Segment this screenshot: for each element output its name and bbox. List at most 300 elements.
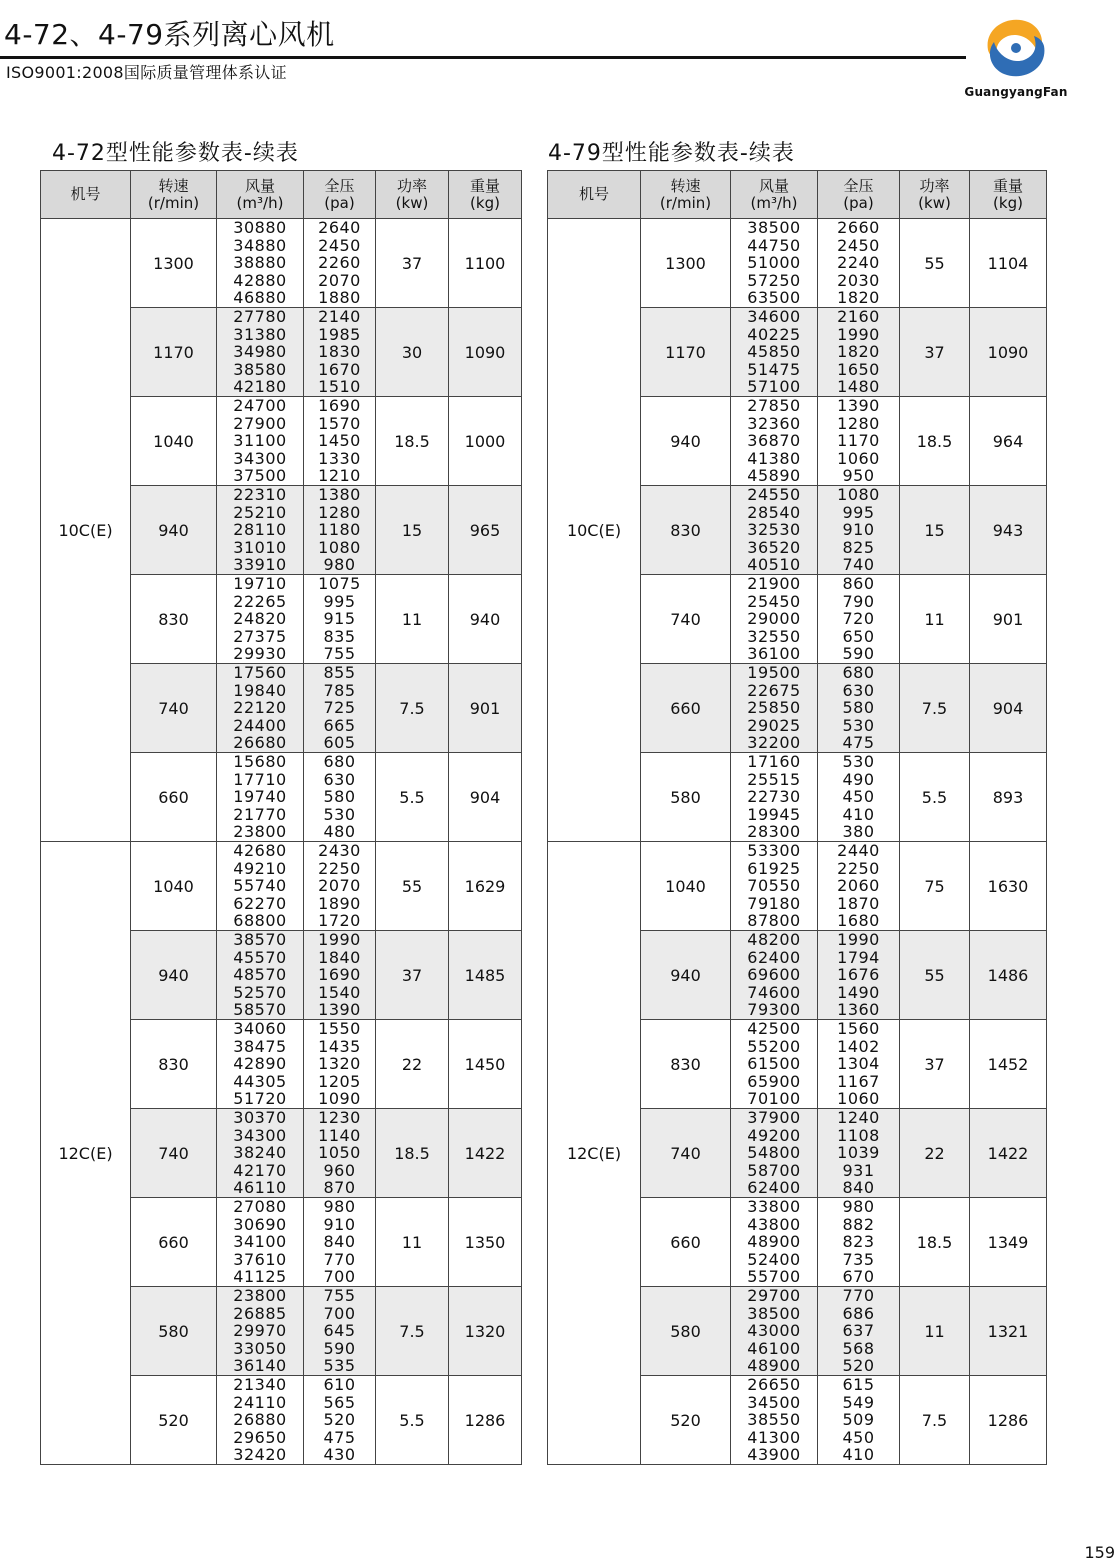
pressure-cell-value: 410 [842,804,875,824]
table-header [548,171,1047,219]
flow-cell [217,931,304,1020]
flow-cell-value: 32360 [747,413,801,433]
speed-cell: 1040 [131,397,217,486]
pressure-cell-value: 1830 [318,342,361,362]
pressure-cell-value: 1360 [837,1000,880,1020]
flow-cell [731,486,818,575]
pressure-cell-value: 1435 [318,1036,361,1056]
flow-cell-value: 57250 [747,270,801,290]
model-cell: 12C(E) [548,842,641,1465]
flow-cell-value: 38580 [233,359,287,379]
pressure-cell-value: 1880 [318,288,361,308]
speed-cell: 940 [641,397,731,486]
pressure-cell-value: 2030 [837,270,880,290]
column-header [548,171,641,219]
flow-cell [217,1198,304,1287]
page-number: 159 [1084,1543,1115,1562]
pressure-cell-value: 2070 [318,876,361,896]
pressure-cell [304,753,376,842]
pressure-cell-value: 430 [323,1445,356,1465]
flow-cell [731,664,818,753]
column-header-unit: (kw) [918,193,951,212]
pressure-cell-value: 410 [842,1445,875,1465]
weight-cell: 893 [970,753,1047,842]
flow-cell-value: 69600 [747,965,801,985]
flow-cell-value: 62400 [747,947,801,967]
speed-cell: 660 [131,1198,217,1287]
pressure-cell-value: 380 [842,822,875,842]
pressure-cell-value: 1304 [837,1054,880,1074]
pressure-cell [304,1109,376,1198]
flow-cell-value: 34600 [747,307,801,327]
speed-cell: 830 [641,1020,731,1109]
flow-cell-value: 38475 [233,1036,287,1056]
pressure-cell [304,219,376,308]
pressure-cell [818,1198,900,1287]
pressure-cell-value: 1690 [318,396,361,416]
flow-cell-value: 70100 [747,1089,801,1109]
pressure-cell-value: 650 [842,626,875,646]
pressure-cell-value: 1080 [318,537,361,557]
flow-cell-value: 29650 [233,1427,287,1447]
pressure-cell [304,931,376,1020]
flow-cell [731,575,818,664]
speed-cell: 830 [131,575,217,664]
flow-cell [217,486,304,575]
flow-cell [217,1287,304,1376]
pressure-cell-value: 645 [323,1321,356,1341]
flow-cell-value: 41125 [233,1267,287,1287]
column-header-label: 风量 [244,176,275,195]
flow-cell-value: 55740 [233,876,287,896]
column-header [900,171,970,219]
pressure-cell [818,486,900,575]
pressure-cell-value: 770 [842,1286,875,1306]
flow-cell-value: 38550 [747,1410,801,1430]
pressure-cell-value: 637 [842,1321,875,1341]
power-cell: 7.5 [900,1376,970,1465]
flow-cell-value: 26680 [233,733,287,753]
pressure-cell-value: 1480 [837,377,880,397]
pressure-cell-value: 1205 [318,1071,361,1091]
guangyang-swirl-logo-icon [976,12,1056,84]
flow-cell-value: 44750 [747,235,801,255]
flow-cell-value: 68800 [233,911,287,931]
power-cell: 7.5 [900,664,970,753]
power-cell: 55 [900,931,970,1020]
flow-cell [217,664,304,753]
power-cell: 37 [376,219,449,308]
power-cell: 30 [376,308,449,397]
flow-cell-value: 22120 [233,698,287,718]
power-cell: 11 [376,575,449,664]
column-header-label: 转速 [158,176,189,195]
pressure-cell-value: 2070 [318,270,361,290]
weight-cell: 1629 [449,842,522,931]
column-header [731,171,818,219]
flow-cell-value: 41380 [747,448,801,468]
pressure-cell-value: 590 [842,644,875,664]
pressure-cell [818,308,900,397]
flow-cell-value: 24820 [233,609,287,629]
speed-cell: 1300 [131,219,217,308]
flow-cell-value: 34300 [233,1125,287,1145]
flow-cell-value: 31010 [233,537,287,557]
flow-cell-value: 38570 [233,930,287,950]
pressure-cell-value: 590 [323,1338,356,1358]
flow-cell [731,842,818,931]
pressure-cell-value: 1490 [837,982,880,1002]
pressure-cell-value: 1060 [837,1089,880,1109]
weight-cell: 1321 [970,1287,1047,1376]
speed-cell: 740 [131,1109,217,1198]
pressure-cell-value: 915 [323,609,356,629]
speed-cell: 1040 [131,842,217,931]
flow-cell-value: 32550 [747,626,801,646]
table-header [41,171,522,219]
pressure-cell-value: 1990 [318,930,361,950]
flow-cell [731,1109,818,1198]
pressure-cell-value: 630 [323,769,356,789]
weight-cell: 940 [449,575,522,664]
flow-cell-value: 25210 [233,502,287,522]
flow-cell-value: 33910 [233,555,287,575]
power-cell: 5.5 [376,753,449,842]
pressure-cell [304,664,376,753]
pressure-cell-value: 785 [323,680,356,700]
pressure-cell-value: 2440 [837,841,880,861]
flow-cell-value: 57100 [747,377,801,397]
flow-cell-value: 45570 [233,947,287,967]
pressure-cell-value: 1280 [318,502,361,522]
flow-cell-value: 25850 [747,698,801,718]
flow-cell-value: 30690 [233,1214,287,1234]
flow-cell-value: 32420 [233,1445,287,1465]
pressure-cell [304,1287,376,1376]
weight-cell: 1450 [449,1020,522,1109]
flow-cell-value: 49210 [233,858,287,878]
flow-cell-value: 29000 [747,609,801,629]
weight-cell: 965 [449,486,522,575]
column-header-label: 功率 [919,176,950,195]
pressure-cell-value: 1390 [318,1000,361,1020]
flow-cell-value: 27375 [233,626,287,646]
power-cell: 18.5 [900,397,970,486]
flow-cell-value: 19840 [233,680,287,700]
speed-cell: 580 [131,1287,217,1376]
power-cell: 37 [376,931,449,1020]
pressure-cell-value: 1870 [837,893,880,913]
model-cell: 10C(E) [548,219,641,842]
flow-cell [731,308,818,397]
header-row [548,171,1047,219]
pressure-cell-value: 1690 [318,965,361,985]
flow-cell-value: 42170 [233,1160,287,1180]
pressure-cell-value: 565 [323,1392,356,1412]
pressure-cell-value: 740 [842,555,875,575]
pressure-cell-value: 910 [323,1214,356,1234]
pressure-cell-value: 1820 [837,342,880,362]
flow-cell-value: 42890 [233,1054,287,1074]
pressure-cell-value: 790 [842,591,875,611]
pressure-cell-value: 535 [323,1356,356,1376]
speed-cell: 830 [641,486,731,575]
weight-cell: 1090 [449,308,522,397]
pressure-cell-value: 995 [323,591,356,611]
pressure-cell-value: 2450 [318,235,361,255]
pressure-cell [818,219,900,308]
flow-cell-value: 45850 [747,342,801,362]
power-cell: 18.5 [376,397,449,486]
weight-cell: 1286 [449,1376,522,1465]
table-row [548,219,1047,308]
flow-cell-value: 32530 [747,520,801,540]
pressure-cell-value: 686 [842,1303,875,1323]
speed-cell: 940 [131,486,217,575]
flow-cell-value: 38500 [747,218,801,238]
weight-cell: 1422 [970,1109,1047,1198]
weight-cell: 1486 [970,931,1047,1020]
speed-cell: 580 [641,753,731,842]
pressure-cell-value: 1985 [318,324,361,344]
speed-cell: 740 [641,1109,731,1198]
pressure-cell-value: 2160 [837,307,880,327]
flow-cell-value: 51000 [747,253,801,273]
column-header [818,171,900,219]
column-header-unit: (kg) [993,193,1023,212]
column-header-unit: (pa) [324,193,355,212]
flow-cell-value: 28110 [233,520,287,540]
column-header-unit: (kg) [470,193,500,212]
table-body [41,219,522,1465]
certification-subtitle: ISO9001:2008国际质量管理体系认证 [6,63,287,82]
flow-cell-value: 61500 [747,1054,801,1074]
flow-cell-value: 26650 [747,1375,801,1395]
flow-cell-value: 46100 [747,1338,801,1358]
flow-cell-value: 37610 [233,1249,287,1269]
pressure-cell [818,931,900,1020]
flow-cell [731,1198,818,1287]
pressure-cell-value: 2250 [837,858,880,878]
pressure-cell-value: 2450 [837,235,880,255]
weight-cell: 904 [970,664,1047,753]
column-header-label: 风量 [758,176,789,195]
flow-cell-value: 27900 [233,413,287,433]
flow-cell-value: 65900 [747,1071,801,1091]
pressure-cell-value: 1650 [837,359,880,379]
power-cell: 18.5 [376,1109,449,1198]
weight-cell: 1350 [449,1198,522,1287]
flow-cell-value: 62400 [747,1178,801,1198]
flow-cell-value: 27850 [747,396,801,416]
flow-cell-value: 41300 [747,1427,801,1447]
power-cell: 37 [900,1020,970,1109]
flow-cell-value: 17560 [233,663,287,683]
pressure-cell [304,486,376,575]
column-header [449,171,522,219]
pressure-cell-value: 700 [323,1303,356,1323]
speed-cell: 660 [641,664,731,753]
speed-cell: 740 [131,664,217,753]
power-cell: 11 [900,1287,970,1376]
power-cell: 7.5 [376,1287,449,1376]
pressure-cell [818,397,900,486]
pressure-cell-value: 480 [323,822,356,842]
pressure-cell-value: 995 [842,502,875,522]
pressure-cell-value: 1990 [837,324,880,344]
flow-cell-value: 51475 [747,359,801,379]
pressure-cell-value: 735 [842,1249,875,1269]
power-cell: 22 [900,1109,970,1198]
pressure-cell-value: 882 [842,1214,875,1234]
flow-cell-value: 55700 [747,1267,801,1287]
pressure-cell-value: 855 [323,663,356,683]
flow-cell-value: 36140 [233,1356,287,1376]
pressure-cell-value: 1560 [837,1019,880,1039]
pressure-cell-value: 665 [323,715,356,735]
flow-cell-value: 45890 [747,466,801,486]
pressure-cell-value: 980 [323,555,356,575]
flow-cell-value: 36520 [747,537,801,557]
pressure-cell-value: 1380 [318,485,361,505]
flow-cell-value: 61925 [747,858,801,878]
column-header [304,171,376,219]
pressure-cell-value: 931 [842,1160,875,1180]
flow-cell-value: 58570 [233,1000,287,1020]
pressure-cell-value: 549 [842,1392,875,1412]
flow-cell [731,219,818,308]
pressure-cell-value: 490 [842,769,875,789]
flow-cell [217,575,304,664]
column-header [217,171,304,219]
flow-cell-value: 46880 [233,288,287,308]
pressure-cell-value: 2660 [837,218,880,238]
flow-cell-value: 17160 [747,752,801,772]
flow-cell [731,1376,818,1465]
pressure-cell-value: 1230 [318,1108,361,1128]
header-divider [0,56,966,59]
flow-cell-value: 48900 [747,1356,801,1376]
flow-cell-value: 29930 [233,644,287,664]
flow-cell-value: 46110 [233,1178,287,1198]
power-cell: 22 [376,1020,449,1109]
weight-cell: 943 [970,486,1047,575]
pressure-cell-value: 1670 [318,359,361,379]
pressure-cell-value: 1039 [837,1143,880,1163]
flow-cell-value: 33050 [233,1338,287,1358]
pressure-cell [818,1376,900,1465]
pressure-cell [304,575,376,664]
pressure-cell [304,1198,376,1287]
flow-cell-value: 15680 [233,752,287,772]
power-cell: 7.5 [376,664,449,753]
flow-cell-value: 48570 [233,965,287,985]
flow-cell [217,397,304,486]
flow-cell [217,842,304,931]
pressure-cell-value: 1720 [318,911,361,931]
pressure-cell-value: 1140 [318,1125,361,1145]
flow-cell-value: 22265 [233,591,287,611]
power-cell: 15 [376,486,449,575]
flow-cell [731,931,818,1020]
speed-cell: 940 [131,931,217,1020]
flow-cell-value: 24400 [233,715,287,735]
flow-cell-value: 25515 [747,769,801,789]
column-header-unit: (kw) [395,193,429,212]
flow-cell-value: 19945 [747,804,801,824]
flow-cell [217,1376,304,1465]
speed-cell: 660 [641,1198,731,1287]
pressure-cell-value: 509 [842,1410,875,1430]
table-row [548,842,1047,931]
pressure-cell-value: 1080 [837,485,880,505]
flow-cell-value: 44305 [233,1071,287,1091]
pressure-cell-value: 630 [842,680,875,700]
flow-cell-value: 70550 [747,876,801,896]
flow-cell-value: 74600 [747,982,801,1002]
flow-cell-value: 31380 [233,324,287,344]
weight-cell: 1100 [449,219,522,308]
column-header-label: 功率 [396,176,427,195]
weight-cell: 964 [970,397,1047,486]
pressure-cell-value: 910 [842,520,875,540]
flow-cell-value: 52570 [233,982,287,1002]
flow-cell [217,219,304,308]
pressure-cell-value: 823 [842,1232,875,1252]
column-header-unit: (pa) [843,193,874,212]
pressure-cell-value: 1167 [837,1071,880,1091]
pressure-cell-value: 520 [323,1410,356,1430]
flow-cell-value: 21900 [747,574,801,594]
flow-cell-value: 42500 [747,1019,801,1039]
flow-cell [731,1020,818,1109]
column-header [641,171,731,219]
pressure-cell-value: 980 [842,1197,875,1217]
pressure-cell-value: 725 [323,698,356,718]
speed-cell: 1170 [641,308,731,397]
flow-cell-value: 19710 [233,574,287,594]
column-header-label: 全压 [324,176,355,195]
pressure-cell-value: 1090 [318,1089,361,1109]
flow-cell-value: 33800 [747,1197,801,1217]
flow-cell-value: 58700 [747,1160,801,1180]
pressure-cell-value: 1170 [837,431,880,451]
pressure-cell-value: 825 [842,537,875,557]
flow-cell-value: 40225 [747,324,801,344]
weight-cell: 1104 [970,219,1047,308]
pressure-cell-value: 670 [842,1267,875,1287]
flow-cell [731,1287,818,1376]
weight-cell: 1422 [449,1109,522,1198]
model-cell: 12C(E) [41,842,131,1465]
pressure-cell-value: 980 [323,1197,356,1217]
speed-cell: 1300 [641,219,731,308]
flow-cell-value: 43800 [747,1214,801,1234]
flow-cell-value: 34980 [233,342,287,362]
pressure-cell-value: 1890 [318,893,361,913]
pressure-cell-value: 680 [323,752,356,772]
pressure-cell-value: 2060 [837,876,880,896]
flow-cell-value: 43000 [747,1321,801,1341]
flow-cell-value: 23800 [233,1286,287,1306]
power-cell: 55 [900,219,970,308]
pressure-cell-value: 860 [842,574,875,594]
pressure-cell-value: 615 [842,1375,875,1395]
flow-cell-value: 19500 [747,663,801,683]
flow-cell-value: 42180 [233,377,287,397]
pressure-cell-value: 530 [842,752,875,772]
flow-cell-value: 48200 [747,930,801,950]
